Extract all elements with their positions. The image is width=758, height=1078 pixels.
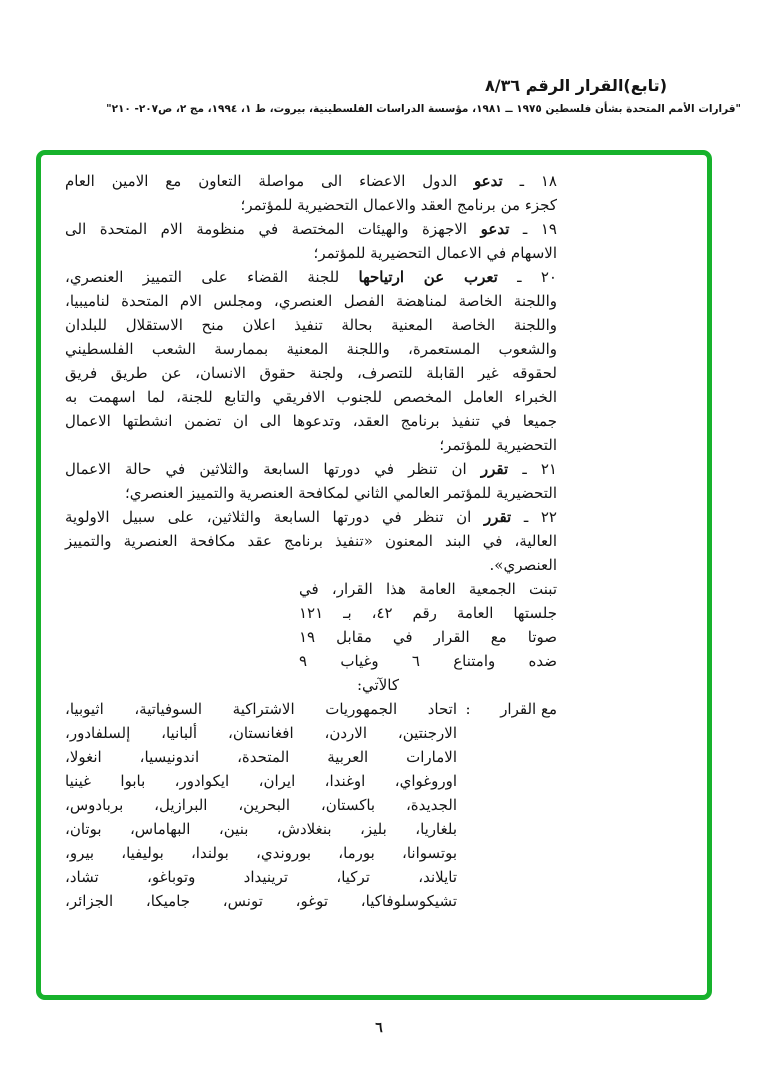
country-line-5: الجديدة، باكستان، البحرين، البرازيل، بربادوس، <box>65 796 457 814</box>
paragraph-19-line-2: الاسهام في الاعمال التحضيرية للمؤتمر؛ <box>313 244 557 262</box>
paragraph-20-line-7: جميعا في تنفيذ برنامج العقد، وتدعوها الى ان تضمن انشطتها الاعمال <box>65 412 557 430</box>
paragraph-20-line-1 <box>65 265 557 289</box>
paragraph-number: ١٩ ـ <box>522 220 557 238</box>
adoption-line-1: تبنت الجمعية العامة هذا القرار، في <box>299 580 557 598</box>
paragraph-keyword: تعرب عن ارتياحها <box>358 268 498 286</box>
paragraph-keyword: تدعو <box>480 220 510 238</box>
vote-with-row <box>65 697 557 913</box>
paragraph-keyword: تدعو <box>473 172 503 190</box>
resolution-body <box>65 169 557 913</box>
paragraph-18-line-2: كجزء من برنامج العقد والاعمال التحضيرية للمؤتمر؛ <box>240 196 557 214</box>
paragraph-20-line-6: الخبراء العامل المخصص للجنوب الافريقي والتابع للجنة، لما اسهمت به <box>65 388 557 406</box>
country-line-7: بوتسوانا، بورما، بوروندي، بولندا، بوليفيا، بيرو، <box>65 844 457 862</box>
paragraph-19-line-1 <box>65 217 557 241</box>
paragraph-22-line-3: العنصري». <box>489 556 557 574</box>
country-line-2: الارجنتين، الاردن، افغانستان، ألبانيا، إلسلفادور، <box>65 724 457 742</box>
country-line-3: الامارات العربية المتحدة، اندونيسيا، انغولا، <box>65 748 457 766</box>
paragraph-number: ٢١ ـ <box>522 460 557 478</box>
paragraph-20-line-4: والشعوب المستعمرة، واللجنة المعنية بممارسة الشعب الفلسطيني <box>65 340 557 358</box>
paragraph-22-line-1 <box>65 505 557 529</box>
citation-line: "قرارات الأمم المتحدة بشأن فلسطين ١٩٧٥ ــ ١٩٨١، مؤسسة الدراسات الفلسطينية، بيروت، ط ١، ١٩٩٤، مج ٢، ص٢٠٧- ٢١٠" <box>106 103 741 115</box>
country-line-6: بلغاريا، بليز، بنغلادش، بنين، البهاماس، بوتان، <box>65 820 457 838</box>
country-line-4: اوروغواي، اوغندا، ايران، ايكوادور، بابوا غينيا <box>65 772 457 790</box>
adoption-statement <box>299 577 557 697</box>
vote-with-separator: : <box>465 700 471 718</box>
paragraph-text: ان تنظر في دورتها السابعة والثلاثين، على سبيل الاولوية <box>65 508 472 526</box>
paragraph-21-line-2: التحضيرية للمؤتمر العالمي الثاني لمكافحة العنصرية والتمييز العنصري؛ <box>124 484 557 502</box>
vote-with-country-list <box>65 697 457 913</box>
paragraph-text: للجنة القضاء على التمييز العنصري، <box>65 268 340 286</box>
paragraph-text: ان تنظر في دورتها السابعة والثلاثين في حالة الاعمال <box>65 460 467 478</box>
paragraph-number: ٢٠ ـ <box>517 268 557 286</box>
paragraph-number: ٢٢ ـ <box>523 508 557 526</box>
paragraph-text: الاجهزة والهيئات المختصة في منظومة الام المتحدة الى <box>65 220 468 238</box>
paragraph-20-line-8: التحضيرية للمؤتمر؛ <box>439 436 557 454</box>
adoption-line-3: صوتا مع القرار في مقابل ١٩ <box>299 628 557 646</box>
paragraph-18-line-1 <box>65 169 557 193</box>
paragraph-number: ١٨ ـ <box>519 172 557 190</box>
paragraph-keyword: تقرر <box>483 508 512 526</box>
adoption-line-4: ضده وامتناع ٦ وغياب ٩ <box>299 652 557 670</box>
paragraph-20-line-2: واللجنة الخاصة لمناهضة الفصل العنصري، ومجلس الام المتحدة لناميبيا، <box>65 292 557 310</box>
paragraph-21-line-1 <box>65 457 557 481</box>
adoption-line-5: كالآتي: <box>357 676 399 694</box>
adoption-line-2: جلستها العامة رقم ٤٢، بـ ١٢١ <box>299 604 557 622</box>
page-title: (تابع)القرار الرقم ٨/٣٦ <box>485 76 667 95</box>
vote-with-label: مع القرار <box>500 700 557 718</box>
paragraph-text: الدول الاعضاء الى مواصلة التعاون مع الامين العام <box>65 172 458 190</box>
paragraph-20-line-5: لحقوقه غير القابلة للتصرف، ولجنة حقوق الانسان، عن طريق فريق <box>65 364 557 382</box>
country-line-8: تايلاند، تركيا، ترينيداد وتوباغو، تشاد، <box>65 868 457 886</box>
page-number: ٦ <box>375 1020 383 1036</box>
paragraph-22-line-2: العالية، في البند المعنون «تنفيذ برنامج عقد مكافحة العنصرية والتمييز <box>65 532 557 550</box>
resolution-frame <box>36 150 712 1000</box>
paragraph-keyword: تقرر <box>480 460 509 478</box>
country-line-1: اتحاد الجمهوريات الاشتراكية السوفياتية، اثيوبيا، <box>65 700 457 718</box>
country-line-9: تشيكوسلوفاكيا، توغو، تونس، جاميكا، الجزائر، <box>65 892 457 910</box>
paragraph-20-line-3: واللجنة الخاصة المعنية بحالة تنفيذ اعلان منح الاستقلال للبلدان <box>65 316 557 334</box>
